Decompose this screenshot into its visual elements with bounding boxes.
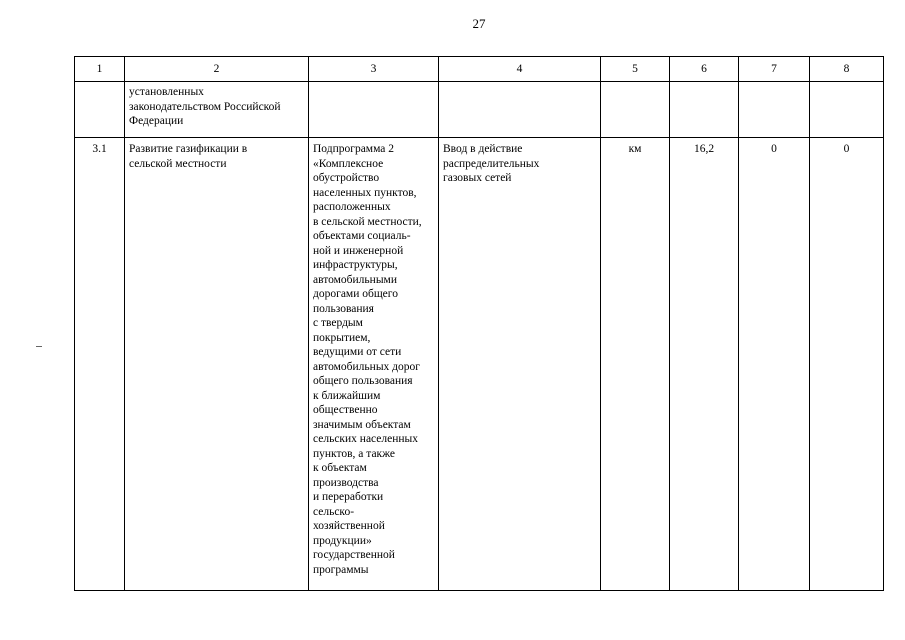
header-cell-4: 4 xyxy=(439,57,601,82)
cell-program: Подпрограмма 2 «Комплексное обустройство населенных пунктов, расположенных в сельской местности, объектами социаль- ной и инженерной инфраструктуры, автомобильными дорогами общего пользования с твердым покрытием, ведущими от сети автомобильных дорог общего пользования к ближайшим общественно значимым объектам сельских населенных пунктов, а также к объектам производства и переработки сельско- хозяйственной продукции» государственной программы xyxy=(309,138,439,591)
table-header-row xyxy=(75,57,884,82)
cell-unit: км xyxy=(601,138,670,591)
header-cell-1: 1 xyxy=(75,57,125,82)
cell-number xyxy=(75,82,125,138)
program-table xyxy=(74,56,884,591)
cell-program xyxy=(309,82,439,138)
cell-value-6 xyxy=(670,82,739,138)
cell-value-8: 0 xyxy=(810,138,884,591)
cell-name: Развитие газификации в сельской местности xyxy=(125,138,309,591)
header-cell-3: 3 xyxy=(309,57,439,82)
cell-value-6: 16,2 xyxy=(670,138,739,591)
cell-number: 3.1 xyxy=(75,138,125,591)
header-cell-5: 5 xyxy=(601,57,670,82)
cell-name: установленных законодательством Российской Федерации xyxy=(125,82,309,138)
page-number: 27 xyxy=(472,16,486,31)
cell-indicator: Ввод в действие распределительных газовых сетей xyxy=(439,138,601,591)
table-row-3-1 xyxy=(75,138,884,591)
header-cell-2: 2 xyxy=(125,57,309,82)
cell-unit xyxy=(601,82,670,138)
header-cell-6: 6 xyxy=(670,57,739,82)
cell-value-7: 0 xyxy=(739,138,810,591)
cell-value-7 xyxy=(739,82,810,138)
table-row-continuation xyxy=(75,82,884,138)
cell-indicator xyxy=(439,82,601,138)
cell-value-8 xyxy=(810,82,884,138)
header-cell-7: 7 xyxy=(739,57,810,82)
header-cell-8: 8 xyxy=(810,57,884,82)
scan-mark xyxy=(36,346,42,347)
